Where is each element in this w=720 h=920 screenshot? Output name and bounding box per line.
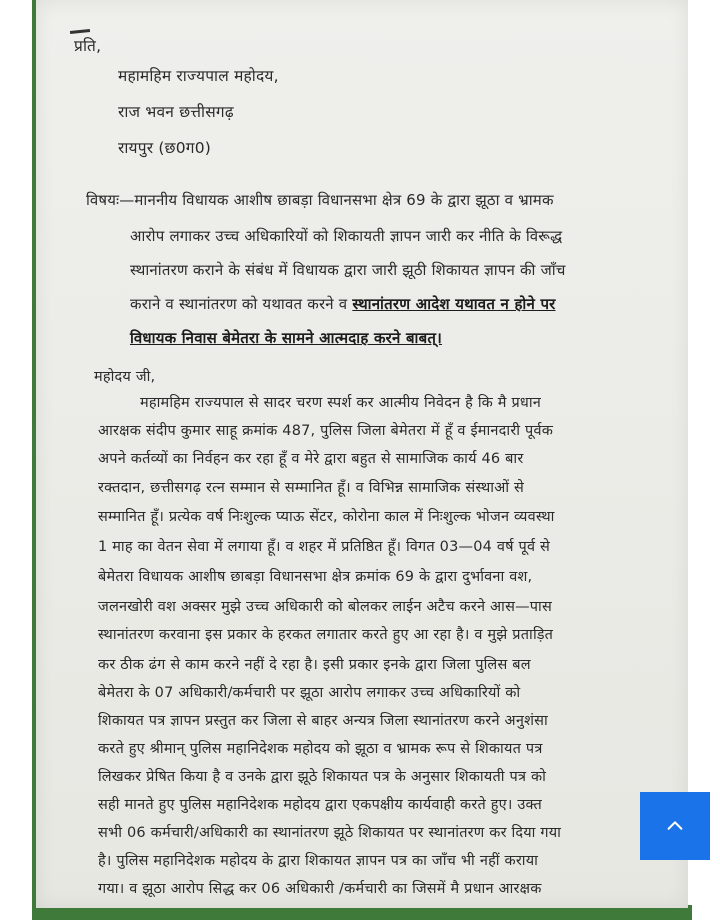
body-line: कर ठीक ढंग से काम करने नहीं दे रहा है। इसी प्रकार इनके द्वारा जिला पुलिस बल (98, 657, 531, 673)
body-line: लिखकर प्रेषित किया है व उनके द्वारा झूठे शिकायत पत्र के अनुसार शिकायती पत्र को (98, 769, 547, 785)
subject-line-4-text: कराने व स्थानांतरण को यथावत करने व (130, 295, 348, 313)
body-line: रक्तदान, छत्तीसगढ़ रत्न सम्मान से सम्मानित हूँ। व विभिन्न सामाजिक संस्थाओं से (98, 480, 525, 496)
body-line: करते हुए श्रीमान् पुलिस महानिदेशक महोदय को झूठा व भ्रामक रूप से शिकायत पत्र (98, 741, 543, 757)
body-line: स्थानांतरण करवाना इस प्रकार के हरकत लगातार करते हुए आ रहा है। व मुझे प्रताड़ित (98, 627, 554, 643)
scroll-to-top-button[interactable] (640, 792, 710, 860)
greeting: महोदय जी, (94, 369, 156, 385)
subject-line-3: स्थानांतरण कराने के संबंध में विधायक द्वारा जारी झूठी शिकायत ज्ञापन की जाँच (130, 261, 566, 279)
subject-line-5: विधायक निवास बेमेतरा के सामने आत्मदाह करने बाबत्। (130, 329, 442, 347)
recipient-prefix: प्रति, (74, 37, 102, 55)
body-line: बेमेतरा विधायक आशीष छाबड़ा विधानसभा क्षेत्र क्रमांक 69 के द्वारा दुर्भावना वश, (98, 569, 533, 585)
subject-line-4 (130, 294, 556, 314)
body-line: अपने कर्तव्यों का निर्वहन कर रहा हूँ व मेरे द्वारा बहुत से सामाजिक कार्य 46 बार (98, 451, 524, 467)
body-line: जलनखोरी वश अक्सर मुझे उच्च अधिकारी को बोलकर लाईन अटैच करने आस—पास (98, 599, 552, 615)
subject-line-4-emphasis: स्थानांतरण आदेश यथावत न होने पर (352, 295, 556, 313)
body-line: सही मानते हुए पुलिस महानिदेशक महोदय द्वारा एकपक्षीय कार्यवाही करते हुए। उक्त (98, 797, 542, 813)
body-line: आरक्षक संदीप कुमार साहू क्रमांक 487, पुलिस जिला बेमेतरा में हूँ व ईमानदारी पूर्वक (98, 423, 554, 439)
letter-page (36, 0, 688, 908)
address-line-3: रायपुर (छ0ग0) (118, 139, 212, 157)
body-line: बेमेतरा के 07 अधिकारी/कर्मचारी पर झूठा आरोप लगाकर उच्च अधिकारियों को (98, 685, 521, 701)
body-line: शिकायत पत्र ज्ञापन प्रस्तुत कर जिला से बाहर अन्यत्र जिला स्थानांतरण करने अनुशंसा (98, 713, 548, 729)
body-line: है। पुलिस महानिदेशक महोदय के द्वारा शिकायत ज्ञापन पत्र का जाँच भी नहीं कराया (98, 853, 539, 869)
address-line-1: महामहिम राज्यपाल महोदय, (118, 67, 279, 85)
body-line: 1 माह का वेतन सेवा में लगाया हूँ। व शहर में प्रतिष्ठित हूँ। विगत 03—04 वर्ष पूर्व से (98, 539, 551, 555)
chevron-up-icon (664, 815, 686, 837)
body-line: सभी 06 कर्मचारी/अधिकारी का स्थानांतरण झूठे शिकायत पर स्थानांतरण कर दिया गया (98, 825, 562, 841)
address-line-2: राज भवन छत्तीसगढ़ (118, 103, 234, 121)
subject-line-2: आरोप लगाकर उच्च अधिकारियों को शिकायती ज्ञापन जारी कर नीति के विरूद्ध (130, 227, 563, 245)
body-line: गया। व झूठा आरोप सिद्ध कर 06 अधिकारी /कर्मचारी का जिसमें मै प्रधान आरक्षक (98, 881, 542, 897)
left-margin (0, 0, 32, 920)
body-line: महामहिम राज्यपाल से सादर चरण स्पर्श कर आत्मीय निवेदन है कि मै प्रधान (140, 395, 542, 411)
subject-line-1: विषयः—माननीय विधायक आशीष छाबड़ा विधानसभा क्षेत्र 69 के द्वारा झूठा व भ्रामक (86, 191, 554, 209)
body-line: सम्मानित हूँ। प्रत्येक वर्ष निःशुल्क प्याऊ सेंटर, कोरोना काल में निःशुल्क भोजन व्यवस्था (98, 509, 555, 525)
